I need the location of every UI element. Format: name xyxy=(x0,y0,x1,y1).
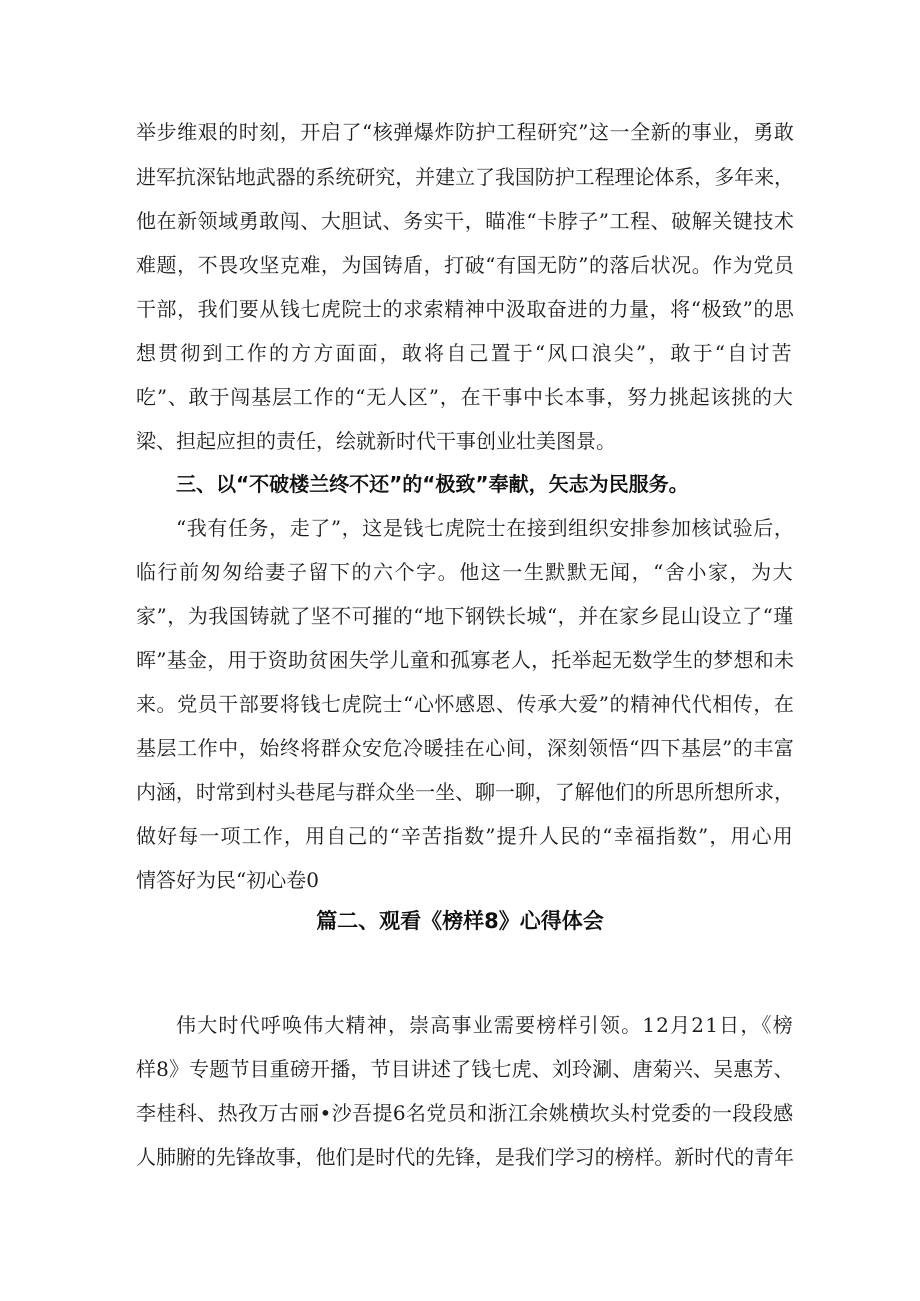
paragraph-line: “我有任务，走了”，这是钱七虎院士在接到组织安排参加核试验后， xyxy=(176,516,795,540)
paragraph-line: 吃”、敢于闯基层工作的“无人区”，在干事中长本事，努力挑起该挑的大 xyxy=(136,385,794,409)
paragraph-line: 李桂科、热孜万古丽•沙吾提6名党员和浙江余姚横坎头村党委的一段段感 xyxy=(136,1101,794,1125)
paragraph-line: 临行前匆匆给妻子留下的六个字。他这一生默默无闻，“舍小家，为大 xyxy=(136,560,795,584)
paragraph-line: 来。党员干部要将钱七虎院士“心怀感恩、传承大爱”的精神代代相传，在 xyxy=(136,692,795,716)
paragraph-line: 难题，不畏攻坚克难，为国铸盾，打破“有国无防”的落后状况。作为党员 xyxy=(136,253,795,277)
paragraph-line: 晖”基金，用于资助贫困失学儿童和孤寡老人，托举起无数学生的梦想和未 xyxy=(136,648,795,672)
paragraph-line: 人肺腑的先锋故事，他们是时代的先锋，是我们学习的榜样。新时代的青年 xyxy=(136,1145,794,1169)
paragraph-line: 情答好为民“初心卷0 xyxy=(136,868,319,892)
paragraph-line: 基层工作中，始终将群众安危冷暖挂在心间，深刻领悟“四下基层”的丰富 xyxy=(136,736,795,760)
paragraph-line: 样8》专题节目重磅开播，节目讲述了钱七虎、刘玲涮、唐菊兴、吴惠芳、 xyxy=(136,1057,794,1081)
paragraph-line: 举步维艰的时刻，开启了“核弹爆炸防护工程研究”这一全新的事业，勇敢 xyxy=(136,120,795,144)
paragraph-line: 家”，为我国铸就了坚不可摧的“地下钢铁长城“，并在家乡昆山设立了“瑾 xyxy=(136,604,794,628)
paragraph-line: 梁、担起应担的责任，绘就新时代干事创业壮美图景。 xyxy=(136,429,616,453)
paragraph-line: 他在新领域勇敢闯、大胆试、务实干，瞄准“卡脖子”工程、破解关键技术 xyxy=(136,209,795,233)
paragraph-line: 想贯彻到工作的方方面面，敢将自己置于“风口浪尖”，敢于“自讨苦 xyxy=(136,341,794,365)
paragraph-line: 内涵，时常到村头巷尾与群众坐一坐、聊一聊，了解他们的所思所想所求， xyxy=(136,780,794,804)
paragraph-line: 进军抗深钻地武器的系统研究，并建立了我国防护工程理论体系，多年来， xyxy=(136,165,794,189)
paragraph-line: 做好每一项工作，用自己的“辛苦指数”提升人民的“幸福指数”，用心用 xyxy=(136,824,794,848)
paragraph-line: 干部，我们要从钱七虎院士的求索精神中汲取奋进的力量，将“极致”的思 xyxy=(136,297,795,321)
article-title: 篇二、观看《榜样8》心得体会 xyxy=(316,909,604,933)
paragraph-line: 伟大时代呼唤伟大精神，崇高事业需要榜样引领。12月21日，《榜 xyxy=(176,1013,794,1037)
section-heading: 三、以“不破楼兰终不还”的“极致”奉献，矢志为民服务。 xyxy=(176,472,689,496)
